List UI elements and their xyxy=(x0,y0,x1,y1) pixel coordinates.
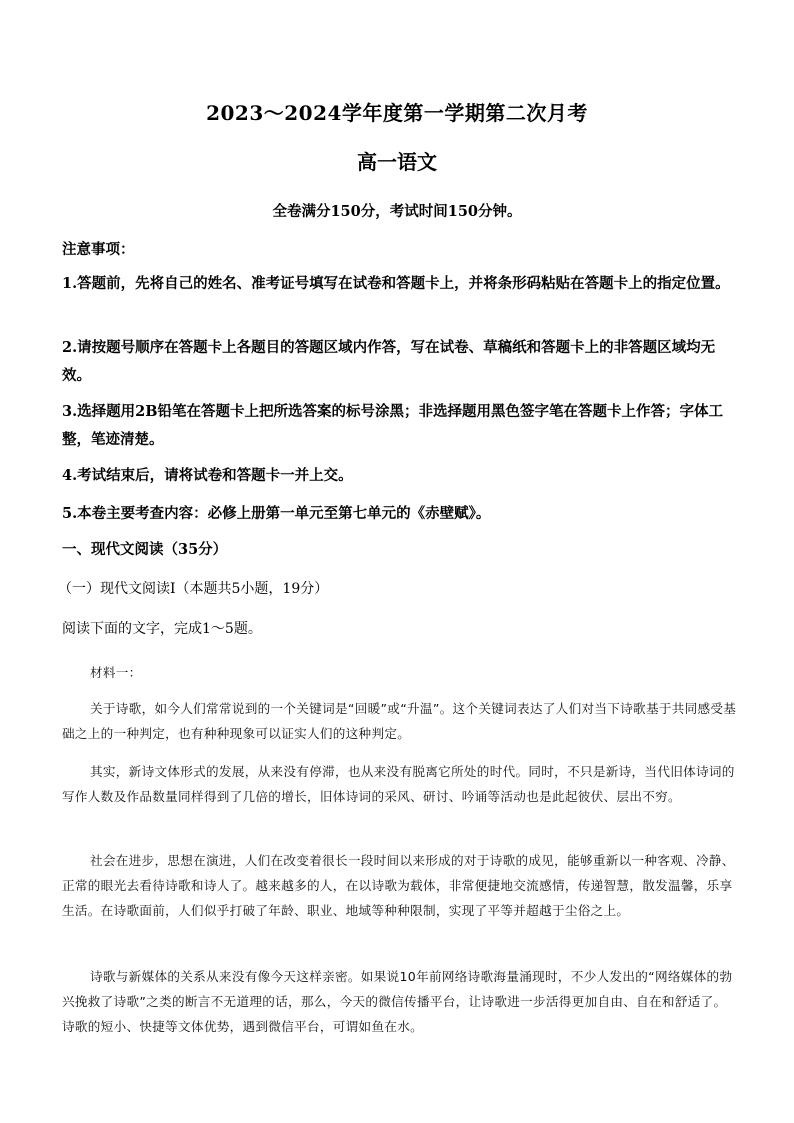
notice-item: 2.请按题号顺序在答题卡上各题目的答题区域内作答，写在试卷、草稿纸和答题卡上的非答题区域均无效。 xyxy=(62,339,716,384)
exam-title: 2023～2024学年度第一学期第二次月考 xyxy=(206,101,588,125)
notice-item: 4.考试结束后，请将试卷和答题卡一并上交。 xyxy=(62,467,353,484)
notice-item: 5.本卷主要考查内容：必修上册第一单元至第七单元的《赤壁赋》。 xyxy=(62,505,491,522)
exam-subject: 高一语文 xyxy=(357,150,437,174)
reading-instruction: 阅读下面的文字，完成1～5题。 xyxy=(62,621,262,637)
notice-item: 3.选择题用2B铅笔在答题卡上把所选答案的标号涂黑；非选择题用黑色签字笔在答题卡上作答；字体工整，笔迹清楚。 xyxy=(62,403,723,448)
passage-paragraph: 社会在进步，思想在演进，人们在改变着很长一段时间以来形成的对于诗歌的成见，能够重新以一种客观、冷静、正常的眼光去看待诗歌和诗人了。越来越多的人，在以诗歌为载体，非常便捷地交流感情，传递智慧，散发温馨，乐享生活。在诗歌面前，人们似乎打破了年龄、职业、地域等种种限制，实现了平等并超越于尘俗之上。 xyxy=(62,853,735,918)
notice-heading: 注意事项： xyxy=(62,241,135,258)
notice-item: 1.答题前，先将自己的姓名、准考证号填写在试卷和答题卡上，并将条形码粘贴在答题卡上的指定位置。 xyxy=(62,275,730,292)
section-title: 一、现代文阅读（35分） xyxy=(62,541,228,558)
material-label: 材料一： xyxy=(90,665,142,680)
passage-paragraph: 关于诗歌，如今人们常常说到的一个关键词是“回暖”或“升温”。这个关键词表达了人们对当下诗歌基于共同感受基础之上的一种判定，也有种种现象可以证实人们的这种判定。 xyxy=(62,701,737,741)
passage-paragraph: 诗歌与新媒体的关系从来没有像今天这样亲密。如果说10年前网络诗歌海量涌现时，不少人发出的“网络媒体的勃兴挽救了诗歌”之类的断言不无道理的话，那么，今天的微信传播平台，让诗歌进一步活得更加自由、自在和舒适了。诗歌的短小、快捷等文体优势，遇到微信平台，可谓如鱼在水。 xyxy=(62,969,733,1034)
passage-paragraph: 其实，新诗文体形式的发展，从来没有停滞，也从来没有脱离它所处的时代。同时，不只是新诗，当代旧体诗词的写作人数及作品数量同样得到了几倍的增长，旧体诗词的采风、研讨、吟诵等活动也是此起彼伏、层出不穷。 xyxy=(62,764,735,804)
subsection-title: （一）现代文阅读Ⅰ（本题共5小题，19分） xyxy=(58,581,329,597)
exam-meta: 全卷满分150分，考试时间150分钟。 xyxy=(272,203,522,220)
